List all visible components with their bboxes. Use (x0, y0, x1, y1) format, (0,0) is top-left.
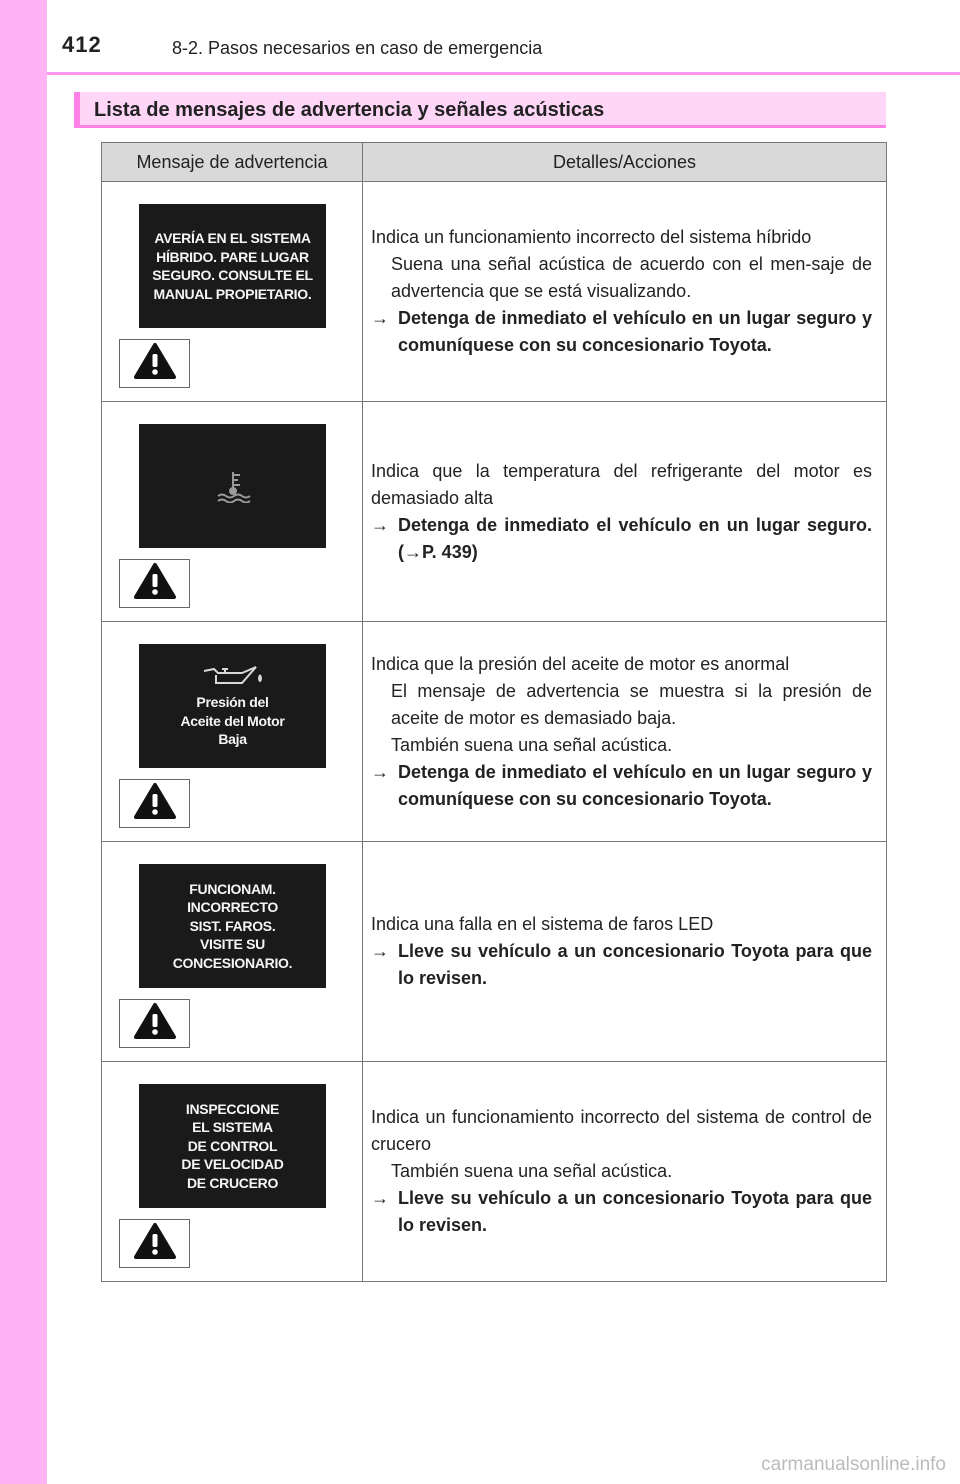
arrow-right-icon: → (371, 308, 389, 328)
multi-info-display-message (139, 1084, 326, 1208)
display-message-line: DE VELOCIDAD (181, 1156, 284, 1173)
arrow-right-icon: → (371, 941, 389, 961)
column-header: Detalles/Acciones (363, 143, 887, 182)
warning-description: Indica un funcionamiento incorrecto del sistema de control de crucero (371, 1107, 872, 1154)
side-color-strip (0, 0, 47, 1484)
column-header: Mensaje de advertencia (102, 143, 363, 182)
warning-message-cell (102, 622, 363, 842)
warning-light-box (119, 559, 190, 608)
recommended-action (371, 938, 872, 992)
table-row (102, 182, 887, 402)
details-actions-cell (363, 622, 887, 842)
arrow-right-icon: → (371, 514, 389, 535)
section-title: Lista de mensajes de advertencia y señales acústicas (74, 92, 886, 128)
action-text: Lleve su vehículo a un concesionario Toyota para que lo revisen. (398, 941, 872, 988)
warning-triangle-icon (133, 562, 177, 605)
display-message-line: DE CONTROL (187, 1137, 278, 1154)
warning-light-box (119, 779, 190, 828)
recommended-action (371, 512, 872, 566)
display-message-line: VISITE SU (200, 936, 265, 953)
display-message-line: CONCESIONARIO. (172, 954, 293, 971)
table-row (102, 1062, 887, 1282)
warning-message-cell (102, 842, 363, 1062)
display-message-line: EL SISTEMA (192, 1119, 273, 1136)
action-text: Detenga de inmediato el vehículo en un lugar seguro y comuníquese con su concesionario Toyota. (398, 761, 872, 809)
warning-triangle-icon (133, 1222, 177, 1265)
details-actions-cell (363, 182, 887, 402)
coolant-temperature-icon (215, 469, 251, 503)
warning-messages-table (101, 142, 887, 1282)
multi-info-display-message (139, 644, 326, 768)
page-number: 412 (62, 32, 102, 57)
header-divider (47, 72, 960, 75)
recommended-action (371, 1185, 872, 1239)
warning-note: El mensaje de advertencia se muestra si la presión de aceite de motor es demasiado baja. (391, 680, 872, 728)
table-row (102, 402, 887, 622)
display-message-line: INCORRECTO (187, 899, 278, 916)
warning-note: También suena una señal acústica. (391, 1161, 673, 1181)
display-message-line: AVERÍA EN EL SISTEMA (154, 230, 311, 246)
warning-triangle-icon (133, 342, 177, 385)
warning-message-cell (102, 182, 363, 402)
display-message-line: Baja (218, 731, 247, 748)
oil-can-icon (202, 663, 264, 689)
warning-triangle-icon (133, 782, 177, 825)
warning-description: Indica que la presión del aceite de motor es anormal (371, 653, 790, 674)
warning-message-cell (102, 402, 363, 622)
display-message-line: MANUAL PROPIETARIO. (153, 285, 312, 302)
table-row (102, 842, 887, 1062)
display-message-line: SEGURO. CONSULTE EL (152, 267, 313, 283)
warning-note: También suena una señal acústica. (391, 734, 673, 755)
details-actions-cell (363, 842, 887, 1062)
arrow-right-icon: → (371, 761, 389, 782)
details-actions-cell (363, 402, 887, 622)
display-message-line: SIST. FAROS. (189, 917, 276, 934)
action-text: Lleve su vehículo a un concesionario Toyota para que lo revisen. (398, 1188, 872, 1235)
display-message-line: INSPECCIONE (185, 1100, 280, 1117)
action-text: Detenga de inmediato el vehículo en un lugar seguro. (→P. 439) (398, 514, 872, 562)
display-message-line: HÍBRIDO. PARE LUGAR (156, 248, 309, 265)
warning-description: Indica un funcionamiento incorrecto del sistema híbrido (371, 227, 812, 247)
multi-info-display-message (139, 864, 326, 988)
display-message-line: FUNCIONAM. (189, 880, 276, 897)
table-header-row (102, 143, 887, 182)
multi-info-display-message (139, 424, 326, 548)
warning-description: Indica una falla en el sistema de faros LED (371, 914, 714, 934)
warning-note: Suena una señal acústica de acuerdo con el men-saje de advertencia que se está visualizando. (391, 254, 872, 301)
action-text: Detenga de inmediato el vehículo en un lugar seguro y comuníquese con su concesionario Toyota. (398, 308, 872, 355)
recommended-action (371, 759, 872, 813)
display-message-line: Aceite del Motor (180, 712, 285, 729)
warning-light-box (119, 999, 190, 1048)
warning-description: Indica que la temperatura del refrigerante del motor es demasiado alta (371, 460, 872, 508)
warning-light-box (119, 339, 190, 388)
table-row (102, 622, 887, 842)
warning-triangle-icon (133, 1002, 177, 1045)
details-actions-cell (363, 1062, 887, 1282)
multi-info-display-message (139, 204, 326, 328)
watermark: carmanualsonline.info (761, 1454, 946, 1475)
display-message-line: Presión del (196, 694, 269, 711)
arrow-right-icon: → (371, 1188, 389, 1208)
chapter-title: 8-2. Pasos necesarios en caso de emergencia (172, 38, 543, 58)
warning-light-box (119, 1219, 190, 1268)
warning-message-cell (102, 1062, 363, 1282)
recommended-action (371, 305, 872, 359)
display-message-line: DE CRUCERO (186, 1174, 279, 1191)
